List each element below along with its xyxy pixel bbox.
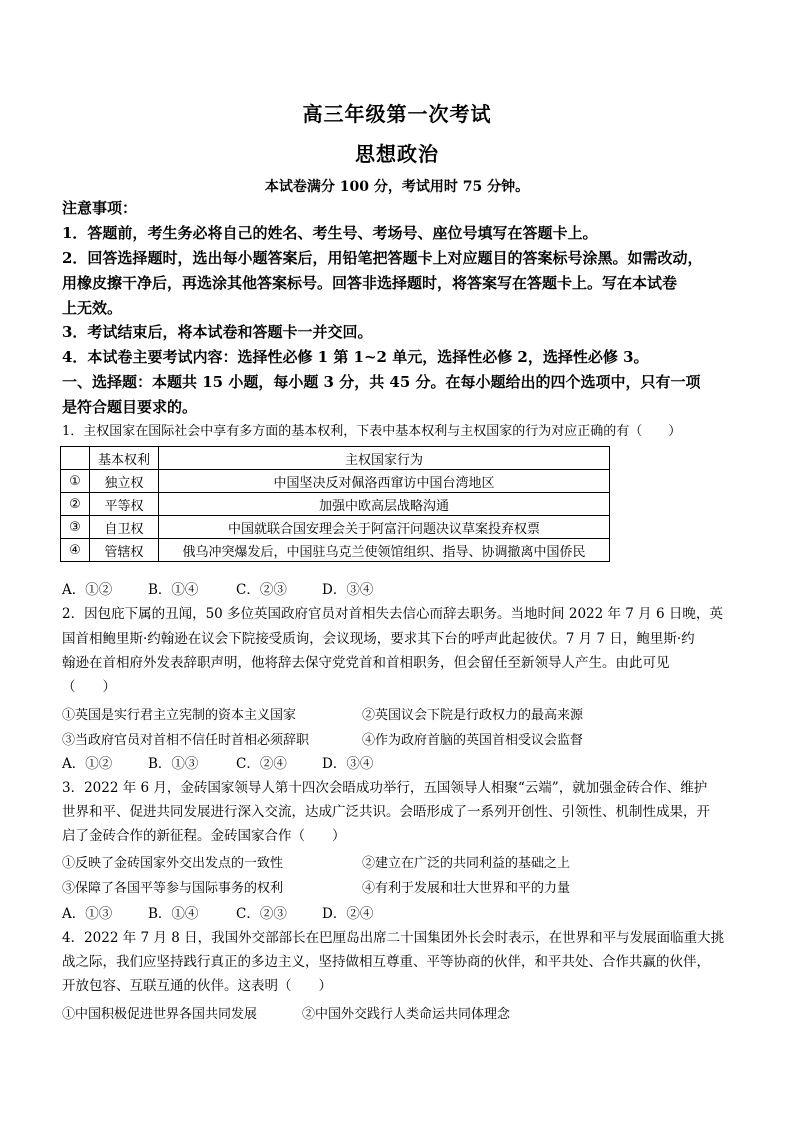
statement: ③当政府官员对首相不信任时首相必须辞职 <box>62 733 310 748</box>
table-cell: 中国坚决反对佩洛西窜访中国台湾地区 <box>159 470 610 493</box>
table-cell: ② <box>61 493 90 516</box>
section-heading: 一、选择题：本题共 15 小题，每小题 3 分，共 45 分。在每小题给出的四个选项中，只有一项 <box>62 373 701 391</box>
q3-stem-line: 世界和平、促进共同发展进行深入交流，达成广泛共识。会晤形成了一系列开创性、引领性、机制性成果，开 <box>62 804 710 820</box>
option-b[interactable]: B．①③ <box>148 756 199 772</box>
table-row <box>61 516 610 539</box>
statement: ④有利于发展和壮大世界和平的力量 <box>362 881 571 896</box>
option-c[interactable]: C．②③ <box>236 906 287 922</box>
statement: ③保障了各国平等参与国际事务的权利 <box>62 881 284 896</box>
option-c[interactable]: C．②④ <box>236 756 287 772</box>
table-header-cell <box>61 447 90 470</box>
note-line: 2．回答选择题时，选出每小题答案后，用铅笔把答题卡上对应题目的答案标号涂黑。如需改动， <box>62 249 703 267</box>
table-cell: 独立权 <box>90 470 159 493</box>
q3-statements-row <box>62 852 570 871</box>
option-a[interactable]: A．①② <box>62 756 113 772</box>
q2-stem-line: 2．因包庇下属的丑闻，50 多位英国政府官员对首相失去信心而辞去职务。当地时间 2022 年 7 月 6 日晚，英 <box>62 606 723 622</box>
statement: ①英国是实行君主立宪制的资本主义国家 <box>62 708 297 723</box>
section-heading: 是符合题目要求的。 <box>62 398 198 416</box>
table-cell: 中国就联合国安理会关于阿富汗问题决议草案投弃权票 <box>159 516 610 539</box>
table-header-cell: 基本权利 <box>90 447 159 470</box>
q4-stem-line: 开放包容、互联互通的伙伴。这表明（ ） <box>62 978 332 994</box>
q4-stem-line: 战之际，我们应坚持践行真正的多边主义，坚持做相互尊重、平等协商的伙伴，和平共处、合作共赢的伙伴， <box>62 954 710 970</box>
option-a[interactable]: A．①③ <box>62 906 113 922</box>
table-cell: 平等权 <box>90 493 159 516</box>
statement: ②中国外交践行人类命运共同体理念 <box>302 1007 511 1022</box>
statement: ②英国议会下院是行政权力的最高来源 <box>362 708 584 723</box>
table-cell: 管辖权 <box>90 539 159 562</box>
q1-table <box>60 446 610 562</box>
subject-title: 思想政治 <box>355 142 439 166</box>
q2-statements-row <box>62 704 583 723</box>
option-a[interactable]: A．①② <box>62 582 113 598</box>
statement: ④作为政府首脑的英国首相受议会监督 <box>362 733 584 748</box>
table-cell: 俄乌冲突爆发后，中国驻乌克兰使领馆组织、指导、协调撤离中国侨民 <box>159 539 610 562</box>
table-row <box>61 539 610 562</box>
statement: ①反映了金砖国家外交出发点的一致性 <box>62 856 284 871</box>
statement: ②建立在广泛的共同利益的基础之上 <box>362 856 571 871</box>
note-line: 1．答题前，考生务必将自己的姓名、考生号、考场号、座位号填写在答题卡上。 <box>62 224 598 242</box>
note-line: 4．本试卷主要考试内容：选择性必修 1 第 1~2 单元，选择性必修 2，选择性必修 3。 <box>62 348 649 366</box>
option-c[interactable]: C．②③ <box>236 582 287 598</box>
q2-stem-line: 翰逊在首相府外发表辞职声明，他将辞去保守党党首和首相职务，但会留任至新领导人产生。由此可见 <box>62 655 670 671</box>
q4-stem-line: 4．2022 年 7 月 8 日，我国外交部部长在巴厘岛出席二十国集团外长会时表示，在世界和平与发展面临重大挑 <box>62 930 725 946</box>
option-d[interactable]: D．③④ <box>322 756 374 772</box>
option-d[interactable]: D．②④ <box>322 906 374 922</box>
table-cell: 加强中欧高层战略沟通 <box>159 493 610 516</box>
note-line: 用橡皮擦干净后，再选涂其他答案标号。回答非选择题时，将答案写在答题卡上。写在本试卷 <box>62 274 678 292</box>
option-d[interactable]: D．③④ <box>322 582 374 598</box>
q3-statements-row <box>62 877 570 896</box>
q2-options <box>62 752 408 772</box>
q3-stem-line: 3．2022 年 6 月，金砖国家领导人第十四次会晤成功举行，五国领导人相聚“云端”，就加强金砖合作、维护 <box>62 780 708 796</box>
table-row <box>61 493 610 516</box>
q3-options <box>62 902 408 922</box>
exam-title: 高三年级第一次考试 <box>302 102 492 126</box>
q2-statements-row <box>62 729 583 748</box>
table-cell: ④ <box>61 539 90 562</box>
q4-statements-row <box>62 1003 510 1022</box>
exam-info: 本试卷满分 100 分，考试用时 75 分钟。 <box>264 179 530 195</box>
statement: ①中国积极促进世界各国共同发展 <box>62 1007 258 1022</box>
option-b[interactable]: B．①④ <box>148 906 199 922</box>
notes-heading: 注意事项： <box>62 199 138 217</box>
table-cell: ③ <box>61 516 90 539</box>
q1-stem: 1．主权国家在国际社会中享有多方面的基本权利，下表中基本权利与主权国家的行为对应正确的有（ ） <box>62 424 682 439</box>
table-header-row <box>61 447 610 470</box>
note-line: 3．考试结束后，将本试卷和答题卡一并交回。 <box>62 323 373 341</box>
table-header-cell: 主权国家行为 <box>159 447 610 470</box>
q1-options <box>62 578 408 598</box>
table-row <box>61 470 610 493</box>
q2-stem-line: 国首相鲍里斯·约翰逊在议会下院接受质询，会议现场，要求其下台的呼声此起彼伏。7 月 7 日，鲍里斯·约 <box>62 631 695 647</box>
option-b[interactable]: B．①④ <box>148 582 199 598</box>
table-cell: 自卫权 <box>90 516 159 539</box>
q3-stem-line: 启了金砖合作的新征程。金砖国家合作（ ） <box>62 828 346 844</box>
note-line: 上无效。 <box>62 299 123 317</box>
table-cell: ① <box>61 470 90 493</box>
q2-stem-line: （ ） <box>62 679 116 695</box>
